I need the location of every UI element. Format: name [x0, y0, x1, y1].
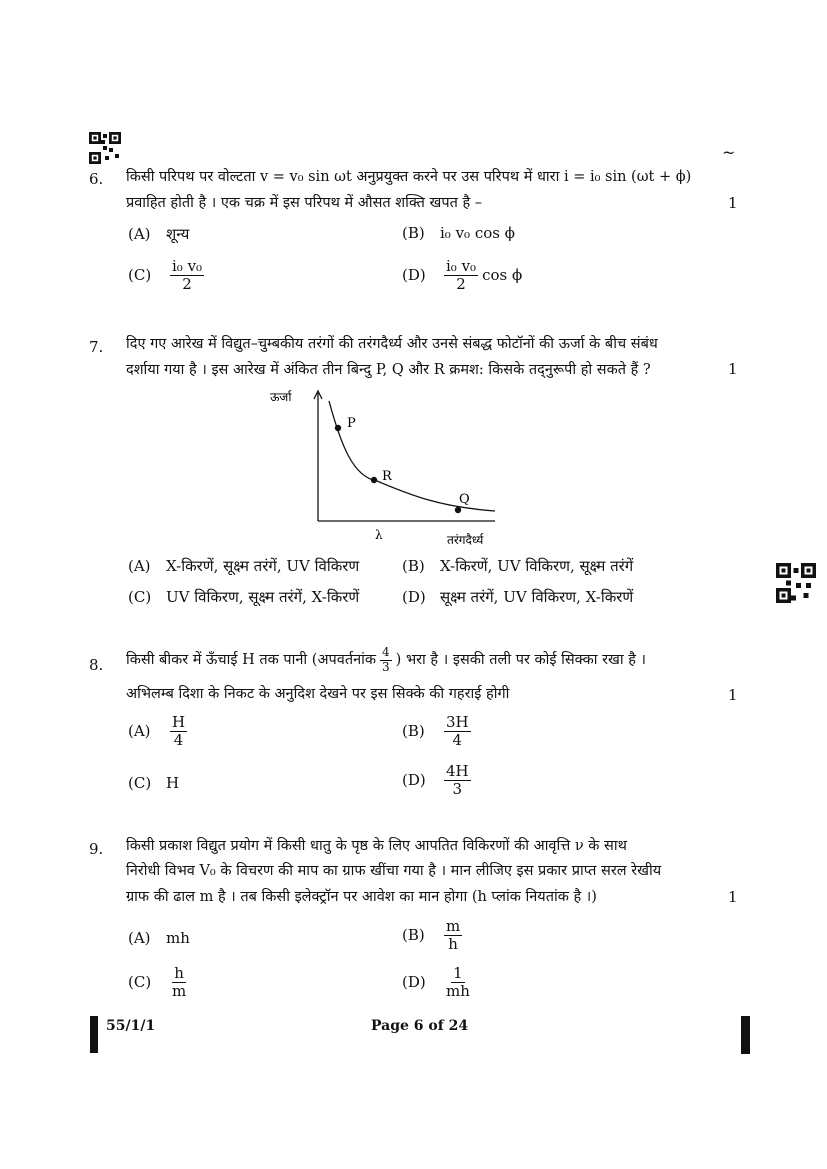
- numerator: 1: [453, 964, 463, 982]
- question-number: 9.: [89, 840, 104, 858]
- option-b: [402, 918, 466, 952]
- question-text-line-2: प्रवाहित होती है । एक चक्र में इस परिपथ में औसत शक्ति खपत है –: [126, 195, 483, 211]
- numerator: 4H: [446, 762, 469, 780]
- option-label: (B): [402, 224, 425, 242]
- question-text-line-2: अभिलम्ब दिशा के निकट के अनुदिश देखने पर इस सिक्के की गहराई होगी: [126, 686, 510, 702]
- option-text: i₀ v₀ cos ϕ: [440, 224, 515, 242]
- option-c: [128, 965, 192, 999]
- footer-right-bar: [741, 1016, 750, 1054]
- option-c: [128, 587, 359, 607]
- question-text-line-1: [126, 646, 646, 674]
- fraction: [170, 965, 188, 999]
- footer-left-bar: [90, 1016, 98, 1053]
- option-label: (B): [402, 557, 425, 575]
- option-label: (D): [402, 973, 426, 991]
- point-r-marker: [371, 477, 377, 483]
- option-suffix: cos ϕ: [482, 266, 523, 284]
- option-text: mh: [166, 929, 190, 947]
- point-q-marker: [455, 507, 461, 513]
- marks: 1: [728, 360, 738, 378]
- question-text-line-2: दर्शाया गया है । इस आरेख में अंकित तीन बिन्दु P, Q और R क्रमश: किसके तद्नुरूपी हो सकते हैं ?: [126, 362, 651, 378]
- option-b: [402, 224, 515, 242]
- denominator: 3: [452, 779, 463, 798]
- option-label: (C): [128, 774, 152, 792]
- fraction: [170, 714, 187, 748]
- question-text-line-1: किसी प्रकाश विद्युत प्रयोग में किसी धातु के पृष्ठ के लिए आपतित विकिरणों की आवृत्ति ν के साथ: [126, 838, 627, 854]
- denominator: mh: [446, 981, 470, 1000]
- point-p-marker: [335, 425, 341, 431]
- numerator: i₀ v₀: [172, 257, 203, 275]
- option-text: X-किरणें, UV विकिरण, सूक्ष्म तरंगें: [440, 557, 634, 575]
- marks: 1: [728, 888, 738, 906]
- option-label: (A): [128, 722, 151, 740]
- option-label: (D): [402, 771, 426, 789]
- question-number: 7.: [89, 338, 104, 356]
- option-text: शून्य: [166, 225, 190, 243]
- option-d: [402, 965, 476, 999]
- corner-tilde-mark: ~: [722, 143, 736, 162]
- numerator: H: [172, 713, 186, 731]
- page-number: Page 6 of 24: [371, 1018, 469, 1034]
- option-text: UV विकिरण, सूक्ष्म तरंगें, X-किरणें: [166, 588, 360, 606]
- numerator: h: [174, 964, 184, 982]
- fraction: [170, 258, 204, 292]
- denominator: 2: [456, 274, 466, 293]
- fraction: [444, 258, 478, 292]
- denominator: 3: [382, 659, 390, 674]
- x-axis-label: तरंगदैर्ध्य: [447, 533, 484, 547]
- option-label: (A): [128, 225, 151, 243]
- denominator: 4: [452, 730, 463, 749]
- option-a: [128, 714, 191, 748]
- option-d: [402, 258, 522, 292]
- option-label: (C): [128, 973, 152, 991]
- question-text-line-2: निरोधी विभव V₀ के विचरण की माप का ग्राफ खींचा गया है । मान लीजिए इस प्रकार प्राप्त सरल रेखीय: [126, 863, 662, 879]
- question-text-part-1: किसी बीकर में ऊँचाई H तक पानी (अपवर्तनांक: [126, 652, 377, 668]
- option-text: H: [166, 774, 180, 792]
- paper-code: 55/1/1: [106, 1018, 156, 1034]
- fraction: [444, 763, 471, 797]
- fraction: [444, 918, 462, 952]
- energy-wavelength-graph: [265, 385, 515, 550]
- y-axis-label: ऊर्जा: [270, 390, 292, 404]
- point-r-label: R: [382, 469, 392, 484]
- point-q-label: Q: [459, 492, 470, 507]
- question-number: 6.: [89, 170, 104, 188]
- option-text: X-किरणें, सूक्ष्म तरंगें, UV विकिरण: [166, 557, 360, 575]
- denominator: h: [448, 934, 458, 953]
- numerator: i₀ v₀: [446, 257, 477, 275]
- option-d: [402, 763, 475, 797]
- option-a: [128, 556, 359, 576]
- denominator: 2: [182, 274, 192, 293]
- option-label: (A): [128, 929, 151, 947]
- denominator: 4: [173, 730, 184, 749]
- option-text: सूक्ष्म तरंगें, UV विकिरण, X-किरणें: [440, 588, 634, 606]
- x-axis-symbol: λ: [375, 528, 383, 542]
- fraction: [444, 714, 471, 748]
- qr-code-top-left-icon: [89, 132, 121, 164]
- option-b: [402, 714, 475, 748]
- option-d: [402, 587, 633, 607]
- option-label: (B): [402, 926, 425, 944]
- question-text-line-1: दिए गए आरेख में विद्युत–चुम्बकीय तरंगों की तरंगदैर्ध्य और उनसे संबद्ध फोटॉनों की ऊर्जा के बीच संबंध: [126, 336, 658, 352]
- denominator: m: [172, 981, 187, 1000]
- option-a: [128, 224, 189, 244]
- marks: 1: [728, 686, 738, 704]
- question-number: 8.: [89, 656, 104, 674]
- question-text-line-3: ग्राफ की ढाल m है । तब किसी इलेक्ट्रॉन पर आवेश का मान होगा (h प्लांक नियतांक है ।): [126, 889, 597, 905]
- option-label: (B): [402, 722, 425, 740]
- option-label: (D): [402, 588, 426, 606]
- option-label: (A): [128, 557, 151, 575]
- qr-code-right-icon: [776, 563, 816, 603]
- option-b: [402, 556, 633, 576]
- numerator: 3H: [446, 713, 469, 731]
- option-label: (C): [128, 588, 152, 606]
- numerator: m: [446, 917, 461, 935]
- question-text-line-1: किसी परिपथ पर वोल्टता v = v₀ sin ωt अनुप्रयुक्त करने पर उस परिपथ में धारा i = i₀ sin (ωt + ϕ): [126, 169, 692, 185]
- numerator: 4: [382, 645, 390, 660]
- point-p-label: P: [347, 416, 356, 431]
- question-text-part-2: ) भरा है । इसकी तली पर कोई सिक्का रखा है ।: [395, 652, 647, 668]
- option-c: [128, 774, 179, 792]
- option-label: (D): [402, 266, 426, 284]
- option-c: [128, 258, 208, 292]
- fraction: [444, 965, 472, 999]
- option-label: (C): [128, 266, 152, 284]
- marks: 1: [728, 194, 738, 212]
- refractive-index-fraction: [380, 646, 392, 673]
- option-a: [128, 929, 190, 947]
